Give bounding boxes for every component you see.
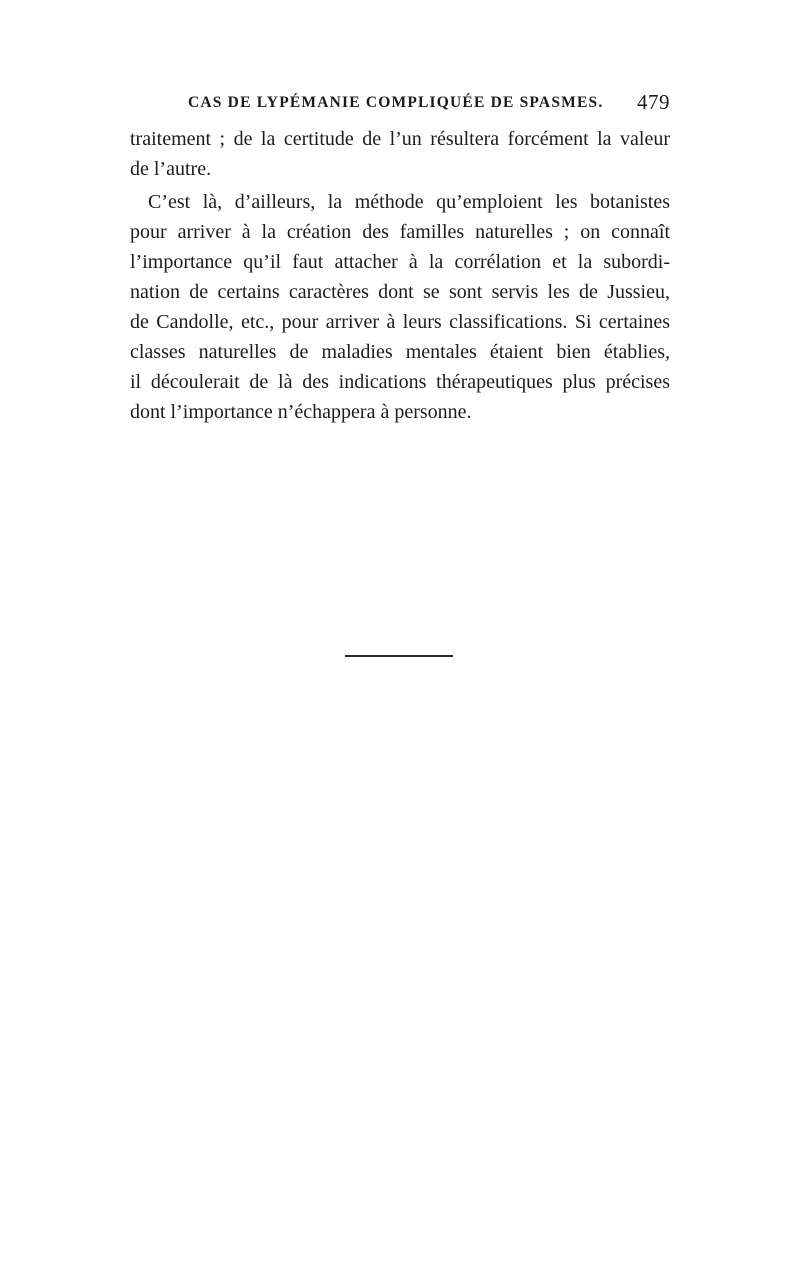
text-line: nation de certains caractères dont se sont servis les de Jussieu, xyxy=(130,281,670,303)
text-line: l’importance qu’il faut attacher à la corrélation et la subordi- xyxy=(130,251,670,273)
text-line: de l’autre. xyxy=(130,158,212,180)
text-line: classes naturelles de maladies mentales étaient bien établies, xyxy=(130,341,670,363)
text-line: il découlerait de là des indications thérapeutiques plus précises xyxy=(130,371,670,393)
running-title: CAS DE LYPÉMANIE COMPLIQUÉE DE SPASMES. xyxy=(188,94,604,111)
text-line: C’est là, d’ailleurs, la méthode qu’emploient les botanistes xyxy=(148,191,670,213)
text-line: dont l’importance n’échappera à personne. xyxy=(130,401,472,423)
text-line: pour arriver à la création des familles naturelles ; on connaît xyxy=(130,221,670,243)
text-line: de Candolle, etc., pour arriver à leurs classifications. Si certaines xyxy=(130,311,670,333)
page-number: 479 xyxy=(637,90,670,114)
end-rule xyxy=(345,655,453,657)
running-head xyxy=(130,92,670,120)
text-line: traitement ; de la certitude de l’un résultera forcément la valeur xyxy=(130,128,670,150)
body-text xyxy=(130,124,670,427)
